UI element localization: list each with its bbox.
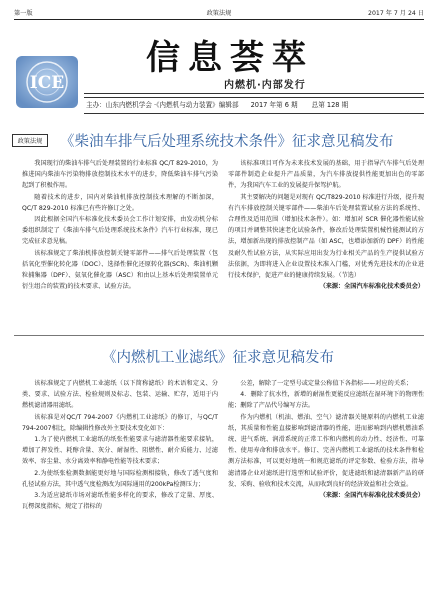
newsletter-logo — [14, 52, 80, 112]
article-divider — [14, 335, 424, 336]
paragraph: 因此根据全国汽车标准化技术委员会工作计划安排，由发动机分标委组织制定了《柴油车排气后处理系统技术条件》汽车行业标准，现已完成征求意见稿。 — [22, 216, 218, 246]
publication-info — [86, 99, 426, 109]
article-headline: 《柴油车排气后处理系统技术条件》征求意见稿发布 — [60, 134, 394, 150]
issue-date: 2017 年 7 月 24 日 — [368, 9, 424, 17]
paragraph: 该标准是对QC/T 794-2007《内燃机工业滤纸》的修订，与QC/T 794-2007相比，除编辑性修改外主要技术变化如下： — [22, 413, 218, 432]
paragraph: 随着技术的进步，国内对柴油机排放控制技术理解的不断加深，QC/T 829-2010 标准已有些许修订之处。 — [22, 193, 218, 212]
article1-right-column — [228, 158, 424, 292]
top-rule — [14, 19, 424, 20]
masthead-rule — [84, 93, 424, 98]
paragraph: 3.为适应滤纸市场对滤纸性能多样化的要求，修改了定量、厚度、瓦楞深度指标，规定了指标的 — [22, 492, 218, 511]
edition-label: 第一版 — [14, 9, 33, 17]
article-source: （来源：全国汽车标准化技术委员会） — [319, 492, 424, 500]
top-bar — [14, 6, 424, 18]
paragraph: 作为内燃机（机油、燃油、空气）滤清器关键原料的内燃机工业滤纸，其质量和性能直接影响到滤清器的性能，进而影响到内燃机燃油系统、进气系统、润滑系统的正常工作和内燃机的动力性、经济性、可靠性、使用寿命和排放水平。修订、完善内燃机工业滤纸的技术条件和检测方法标准，可以更好地统一和规范滤纸的评定参数、检验方法，指导滤清器企业对滤纸进行选型和试验评价，促进滤纸和滤清器新产品的研发、采购、验收和技术交流，从而收到良好的经济效益和社会效益。 — [228, 413, 424, 488]
sponsor-text: 主办：山东内燃机学会 ·《内燃机与动力装置》编辑部 — [86, 101, 239, 109]
article2-left-column — [22, 378, 218, 512]
section-tag: 政策法规 — [12, 134, 48, 147]
paragraph: 该标准项目可作为未来技术发展的基础，用于指导汽车排气后处理零部件制造企业提升产品质量，为汽车排放提供性能更加出色的零部件，为我国汽车工业的发展提升保驾护航。 — [228, 160, 424, 190]
paragraph: 我国现行的柴油车排气后处理装置的行业标准 QC/T 829-2010，为推进国内柴油车污染物排放控制技术水平的进步，降低柴油车排气污染起到了积极作用。 — [22, 160, 218, 190]
paragraph: 该标准规定了内燃机工业滤纸（以下简称滤纸）的术语和定义、分类、要求、试验方法、检验规则及标志、包装、运输、贮存，适用于内燃机滤清器用滤纸。 — [22, 380, 218, 410]
section-label: 政策法规 — [206, 9, 232, 17]
paragraph: 1.为了使内燃机工业滤纸的纸张性能要求与滤清器性能要求接轨，增加了挥发性、耗醇含量、灰分、耐湿性、阻燃性、耐介质能力、过滤效率、容尘量、水分离效率和静电性能等技术要求； — [22, 436, 218, 466]
total-issue: 总第 128 期 — [311, 101, 349, 109]
paragraph: 2.为使纸张检测数据能更好地与国际检测相接轨，修改了透气度和孔径试验方法，其中透气度检测改为国际通用的200kPa检测压力； — [22, 469, 218, 488]
paragraph: 该标准规定了柴油机排放控制关键零部件——排气后处理装置（包括氧化型催化转化器（DOC）、选择性催化还原转化器(SCR)、柴油机颗粒捕集器（DPF）、氨氧化催化器（ASC）和由以上基本后处理装置单元衍生组合的装置)的技术要求、试验方法。 — [22, 249, 218, 291]
article1-left-column — [22, 158, 218, 292]
paragraph: 其主要解决的问题是对现有 QC/T829-2010 标准进行升级，提升现有汽车排放控制关键零部件——柴油车后处理装置试验方法的系统性、合理性及适用范围（增加技术条件）。如：增加对 SCR 催化器性能试验的项目并调整其快速老化试验条件，修改后处理装置机械性能测试的方法，增加新出现的排放控制产品（如 ASC，也增添加新的 DPF）的性能及耐久性试验方法，从实际应用出发为行业相关产品的生产提供试验方法依据，为即将进入企业设置技术准入门槛，对优秀先进技术的企业进行技术保护，促进产业的健康持续发展。（节选） — [228, 193, 424, 280]
masthead-title: 信息荟萃 — [146, 38, 314, 78]
masthead-subtitle: 内燃机·内部发行 — [224, 80, 306, 91]
paragraph: 4．删除了抗水性，新增的耐湿性更能反应滤纸在湿环境下的物理性能；删除了产品代号编写方法。 — [228, 391, 424, 410]
article-source: （来源：全国汽车标准化技术委员会） — [319, 283, 424, 291]
logo-text: ICE — [29, 73, 65, 93]
issue-number: 2017 年第 6 期 — [250, 101, 298, 109]
info-rule — [84, 113, 424, 114]
paragraph: 公差，解除了一定型号或定量公称值下各指标——对应的关系； — [240, 380, 413, 387]
article-headline: 《内燃机工业滤纸》征求意见稿发布 — [102, 350, 334, 366]
article2-right-column — [228, 378, 424, 501]
